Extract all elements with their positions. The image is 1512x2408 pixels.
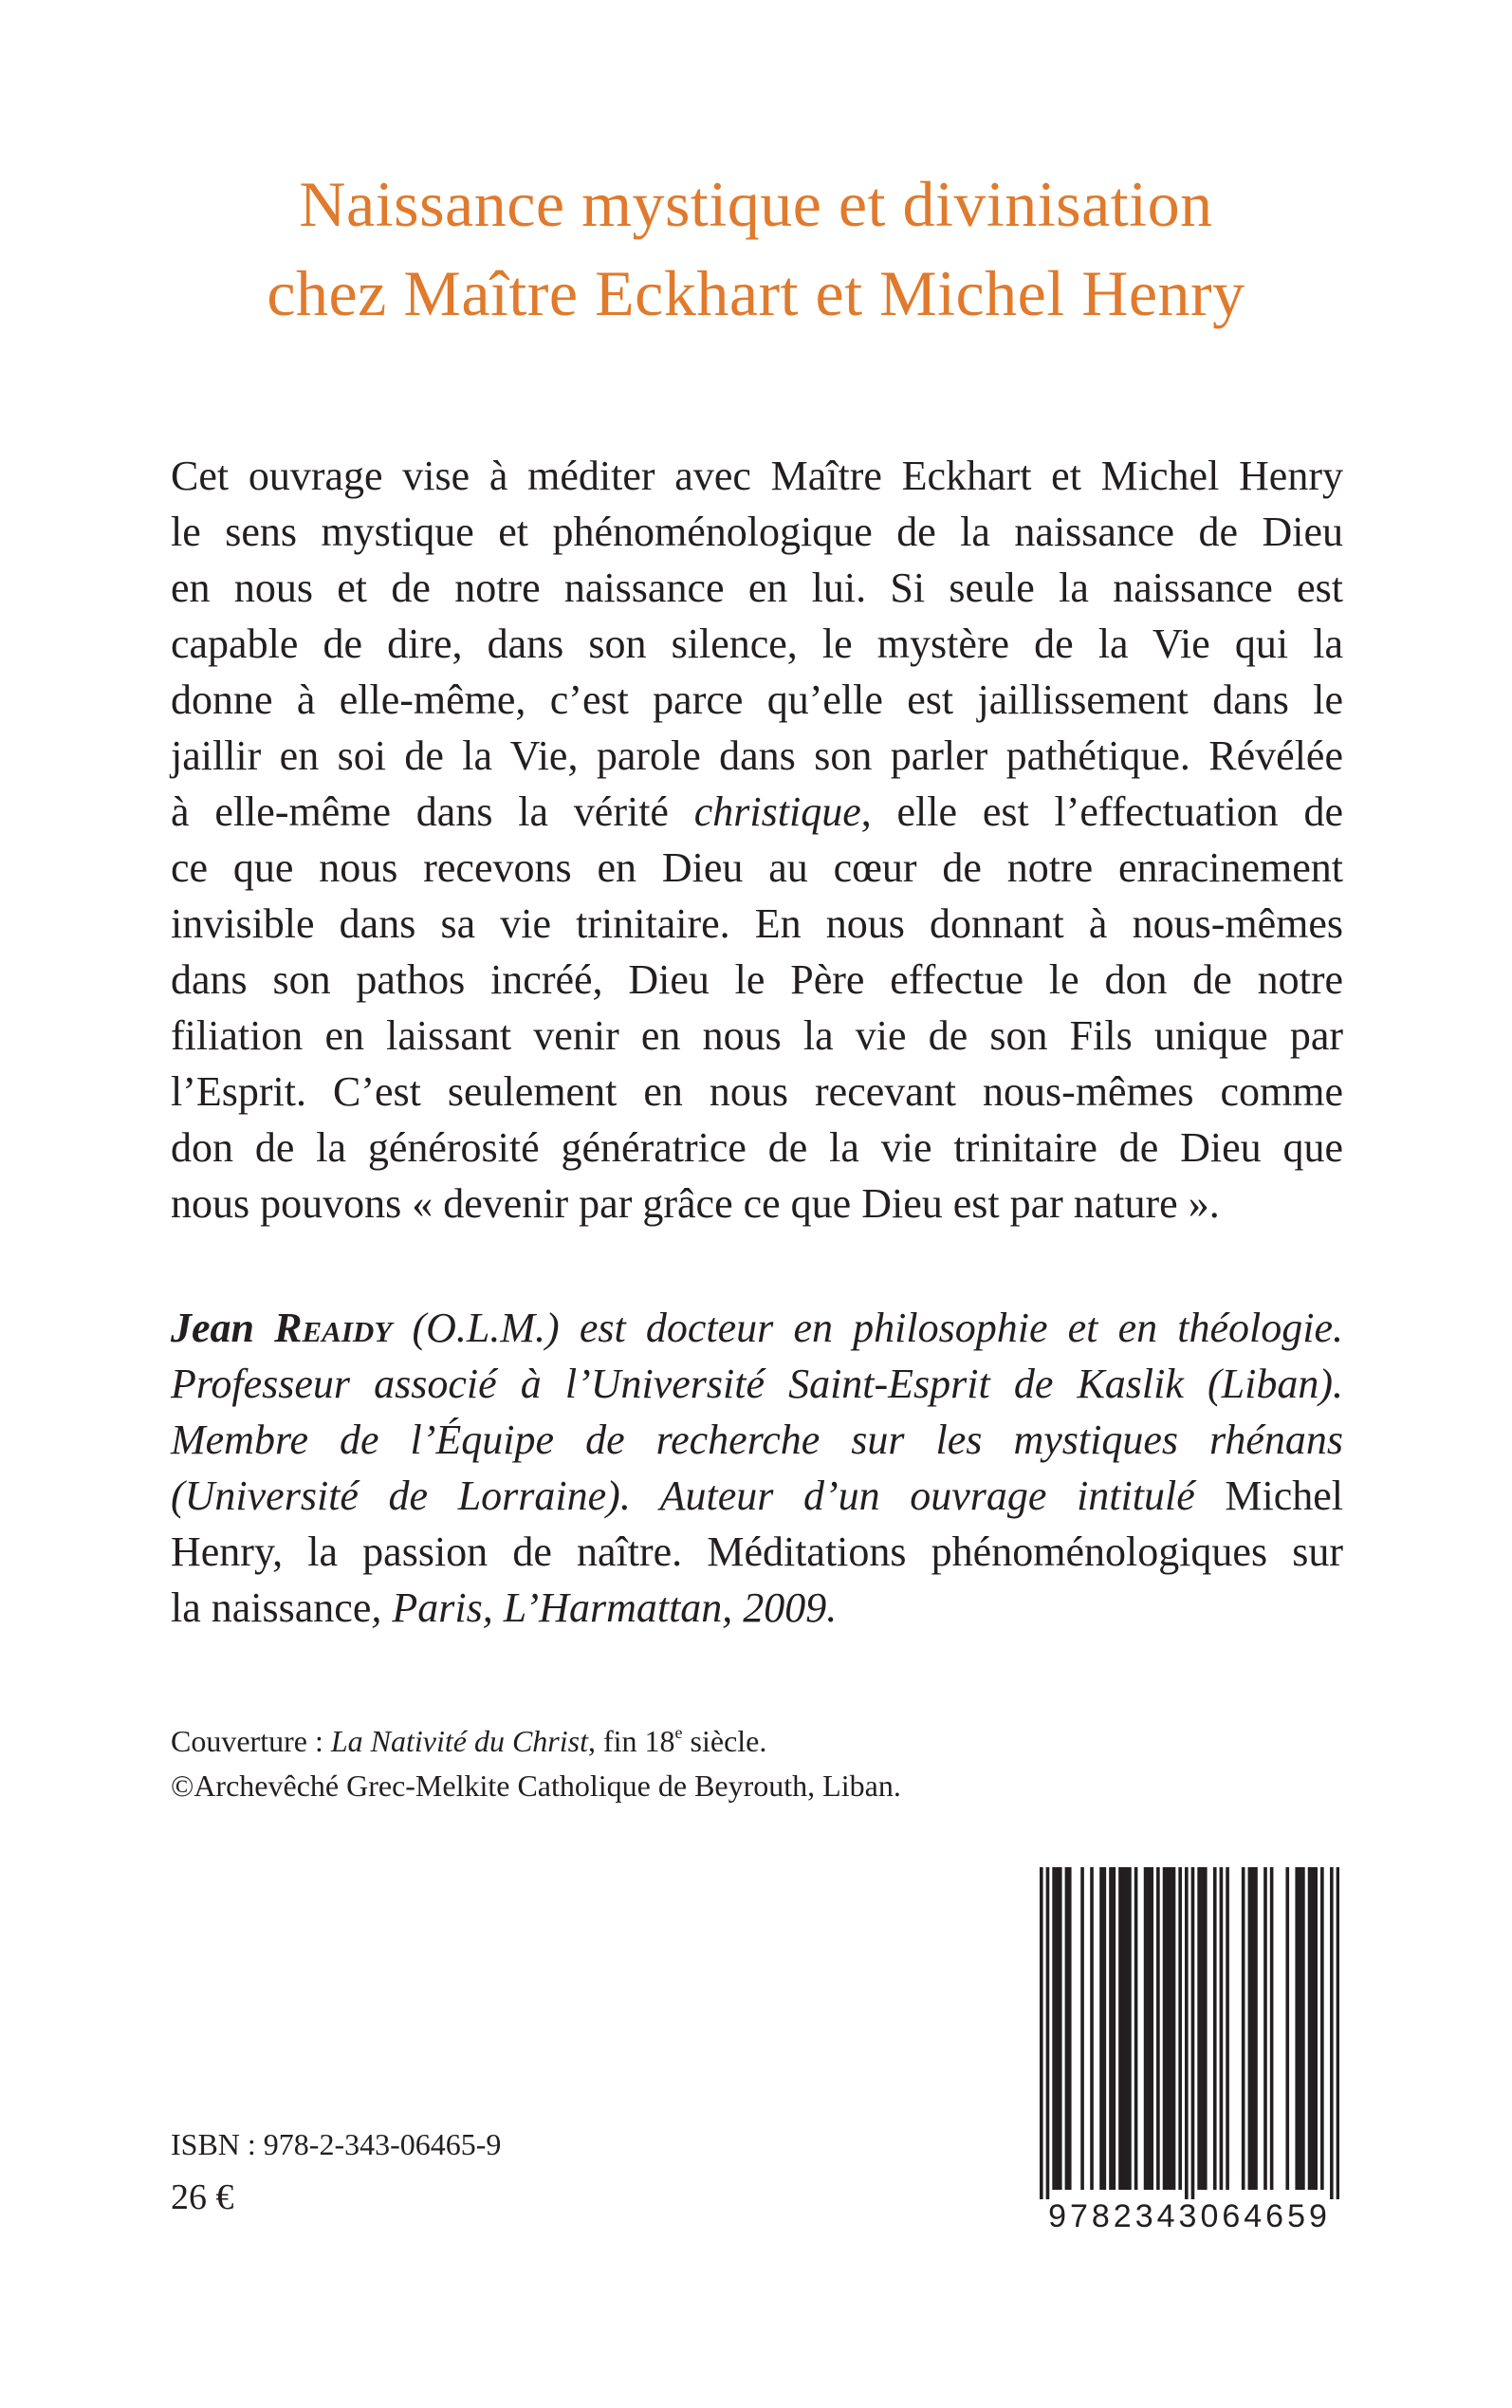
summary-line: l’Esprit. C’est seulement en nous recevant nous-mêmes comme [171, 1068, 1343, 1115]
barcode-bar [1118, 1867, 1122, 2190]
barcode-bar [1204, 1867, 1208, 2190]
title-line-1: Naissance mystique et divinisation [299, 168, 1213, 240]
credit-line-1 [171, 1719, 1024, 1764]
barcode-bar [1270, 1867, 1274, 2190]
barcode-bar [1314, 1867, 1318, 2190]
bio-line [171, 1300, 1343, 1356]
barcode-bar [1320, 1867, 1324, 2190]
bio-line: Professeur associé à l’Université Saint-Esprit de Kaslik (Liban). [171, 1361, 1343, 1407]
barcode-bar [1125, 1867, 1129, 2190]
author-last-name: Reaidy [274, 1305, 393, 1351]
barcode-bar [1197, 1867, 1201, 2190]
barcode-bar [1147, 1867, 1151, 2190]
barcode-digits: 9782343064659 [1048, 2198, 1331, 2234]
barcode-bar [1056, 1867, 1060, 2190]
barcode-bar [1242, 1867, 1245, 2190]
summary-line: jaillir en soi de la Vie, parole dans son parler pathétique. Révélée [171, 732, 1343, 779]
author-first-name: Jean [171, 1305, 275, 1351]
barcode [1040, 1867, 1339, 2245]
barcode-bar [1113, 1867, 1116, 2190]
barcode-bar [1172, 1867, 1176, 2190]
summary-paragraph [171, 448, 1343, 1232]
summary-line: ce que nous recevons en Dieu au cœur de notre enracinement [171, 844, 1343, 891]
summary-line [171, 784, 1343, 840]
barcode-bar [1185, 1867, 1189, 2199]
bio-line [171, 1580, 1343, 1636]
barcode-bar [1059, 1867, 1062, 2190]
summary-line: capable de dire, dans son silence, le mystère de la Vie qui la [171, 621, 1343, 667]
credit-suffix: siècle. [682, 1724, 767, 1758]
barcode-bar [1150, 1867, 1153, 2190]
credit-suffix: , fin 18 [587, 1724, 675, 1758]
barcode-bar [1263, 1867, 1267, 2190]
summary-line: filiation en laissant venir en nous la vie de son Fils unique par [171, 1012, 1343, 1059]
barcode-bar [1299, 1867, 1302, 2190]
cover-credits [171, 1719, 1024, 1808]
barcode-bar [1121, 1867, 1125, 2190]
barcode-bar [1065, 1867, 1069, 2190]
isbn: ISBN : 978-2-343-06465-9 [171, 2127, 502, 2161]
artwork-title: La Nativité du Christ [330, 1724, 588, 1758]
barcode-bar [1068, 1867, 1072, 2190]
bio-text: , Paris, L’Harmattan, 2009. [371, 1584, 838, 1631]
bio-line [171, 1468, 1343, 1524]
author-bio [171, 1300, 1343, 1636]
barcode-bar [1295, 1867, 1299, 2190]
book-reference: la naissance [171, 1584, 372, 1631]
barcode-bars [1040, 1867, 1339, 2199]
book-reference: Michel [1225, 1473, 1343, 1519]
barcode-bar [1213, 1867, 1217, 2190]
barcode-bar [1254, 1867, 1258, 2190]
barcode-bar [1311, 1867, 1315, 2190]
barcode-bar [1226, 1867, 1229, 2190]
barcode-bar [1144, 1867, 1148, 2190]
summary-line: dans son pathos incréé, Dieu le Père effectue le don de notre [171, 956, 1343, 1003]
barcode-bar [1103, 1867, 1107, 2190]
barcode-bar [1163, 1867, 1167, 2190]
barcode-bar [1248, 1867, 1252, 2190]
bio-line: Membre de l’Équipe de recherche sur les mystiques rhénans [171, 1417, 1343, 1463]
barcode-bar [1109, 1867, 1113, 2190]
barcode-bar [1220, 1867, 1224, 2190]
barcode-bar [1330, 1867, 1334, 2199]
summary-text: à elle-même dans la vérité [171, 788, 694, 835]
barcode-bar [1090, 1867, 1094, 2190]
barcode-bar [1308, 1867, 1312, 2190]
bio-text: (Université de Lorraine). Auteur d’un ouvrage intitulé [171, 1473, 1226, 1519]
barcode-bar [1046, 1867, 1050, 2199]
credit-line-2: ©Archevêché Grec-Melkite Catholique de Beyrouth, Liban. [171, 1769, 901, 1803]
barcode-bar [1251, 1867, 1255, 2190]
barcode-bar [1301, 1867, 1305, 2190]
barcode-bar [1128, 1867, 1132, 2190]
barcode-bar [1201, 1867, 1205, 2190]
summary-text: , elle est l’effectuation de [860, 788, 1344, 835]
price: 26 € [171, 2177, 234, 2217]
barcode-bar [1166, 1867, 1170, 2190]
barcode-bar [1080, 1867, 1084, 2190]
barcode-bar [1285, 1867, 1289, 2190]
summary-line: le sens mystique et phénoménologique de la naissance de Dieu [171, 509, 1343, 555]
barcode-bar [1156, 1867, 1160, 2190]
barcode-bar [1169, 1867, 1172, 2190]
summary-line: Cet ouvrage vise à méditer avec Maître Eckhart et Michel Henry [171, 453, 1343, 499]
summary-line: donne à elle-même, c’est parce qu’elle est jaillissement dans le [171, 676, 1343, 723]
barcode-bar [1337, 1867, 1339, 2199]
summary-italic-word: christique [693, 788, 861, 835]
summary-line: invisible dans sa vie trinitaire. En nous donnant à nous-mêmes [171, 900, 1343, 947]
credit-prefix: Couverture : [171, 1724, 331, 1758]
summary-line: en nous et de notre naissance en lui. Si seule la naissance est [171, 565, 1343, 611]
summary-line: nous pouvons « devenir par grâce ce que Dieu est par nature ». [171, 1180, 1220, 1227]
barcode-bar [1099, 1867, 1103, 2190]
barcode-bar [1178, 1867, 1182, 2190]
credit-superscript: e [674, 1723, 683, 1742]
barcode-bar [1134, 1867, 1138, 2190]
barcode-bar [1040, 1867, 1043, 2199]
book-title [133, 159, 1379, 338]
barcode-bar [1191, 1867, 1195, 2199]
bio-line: Henry, la passion de naître. Méditations phénoménologiques sur [171, 1528, 1343, 1575]
barcode-bar [1052, 1867, 1056, 2190]
summary-line: don de la générosité génératrice de la vie trinitaire de Dieu que [171, 1124, 1343, 1171]
title-line-2: chez Maître Eckhart et Michel Henry [267, 257, 1245, 329]
bio-text: (O.L.M.) est docteur en philosophie et en théologie. [392, 1305, 1343, 1351]
